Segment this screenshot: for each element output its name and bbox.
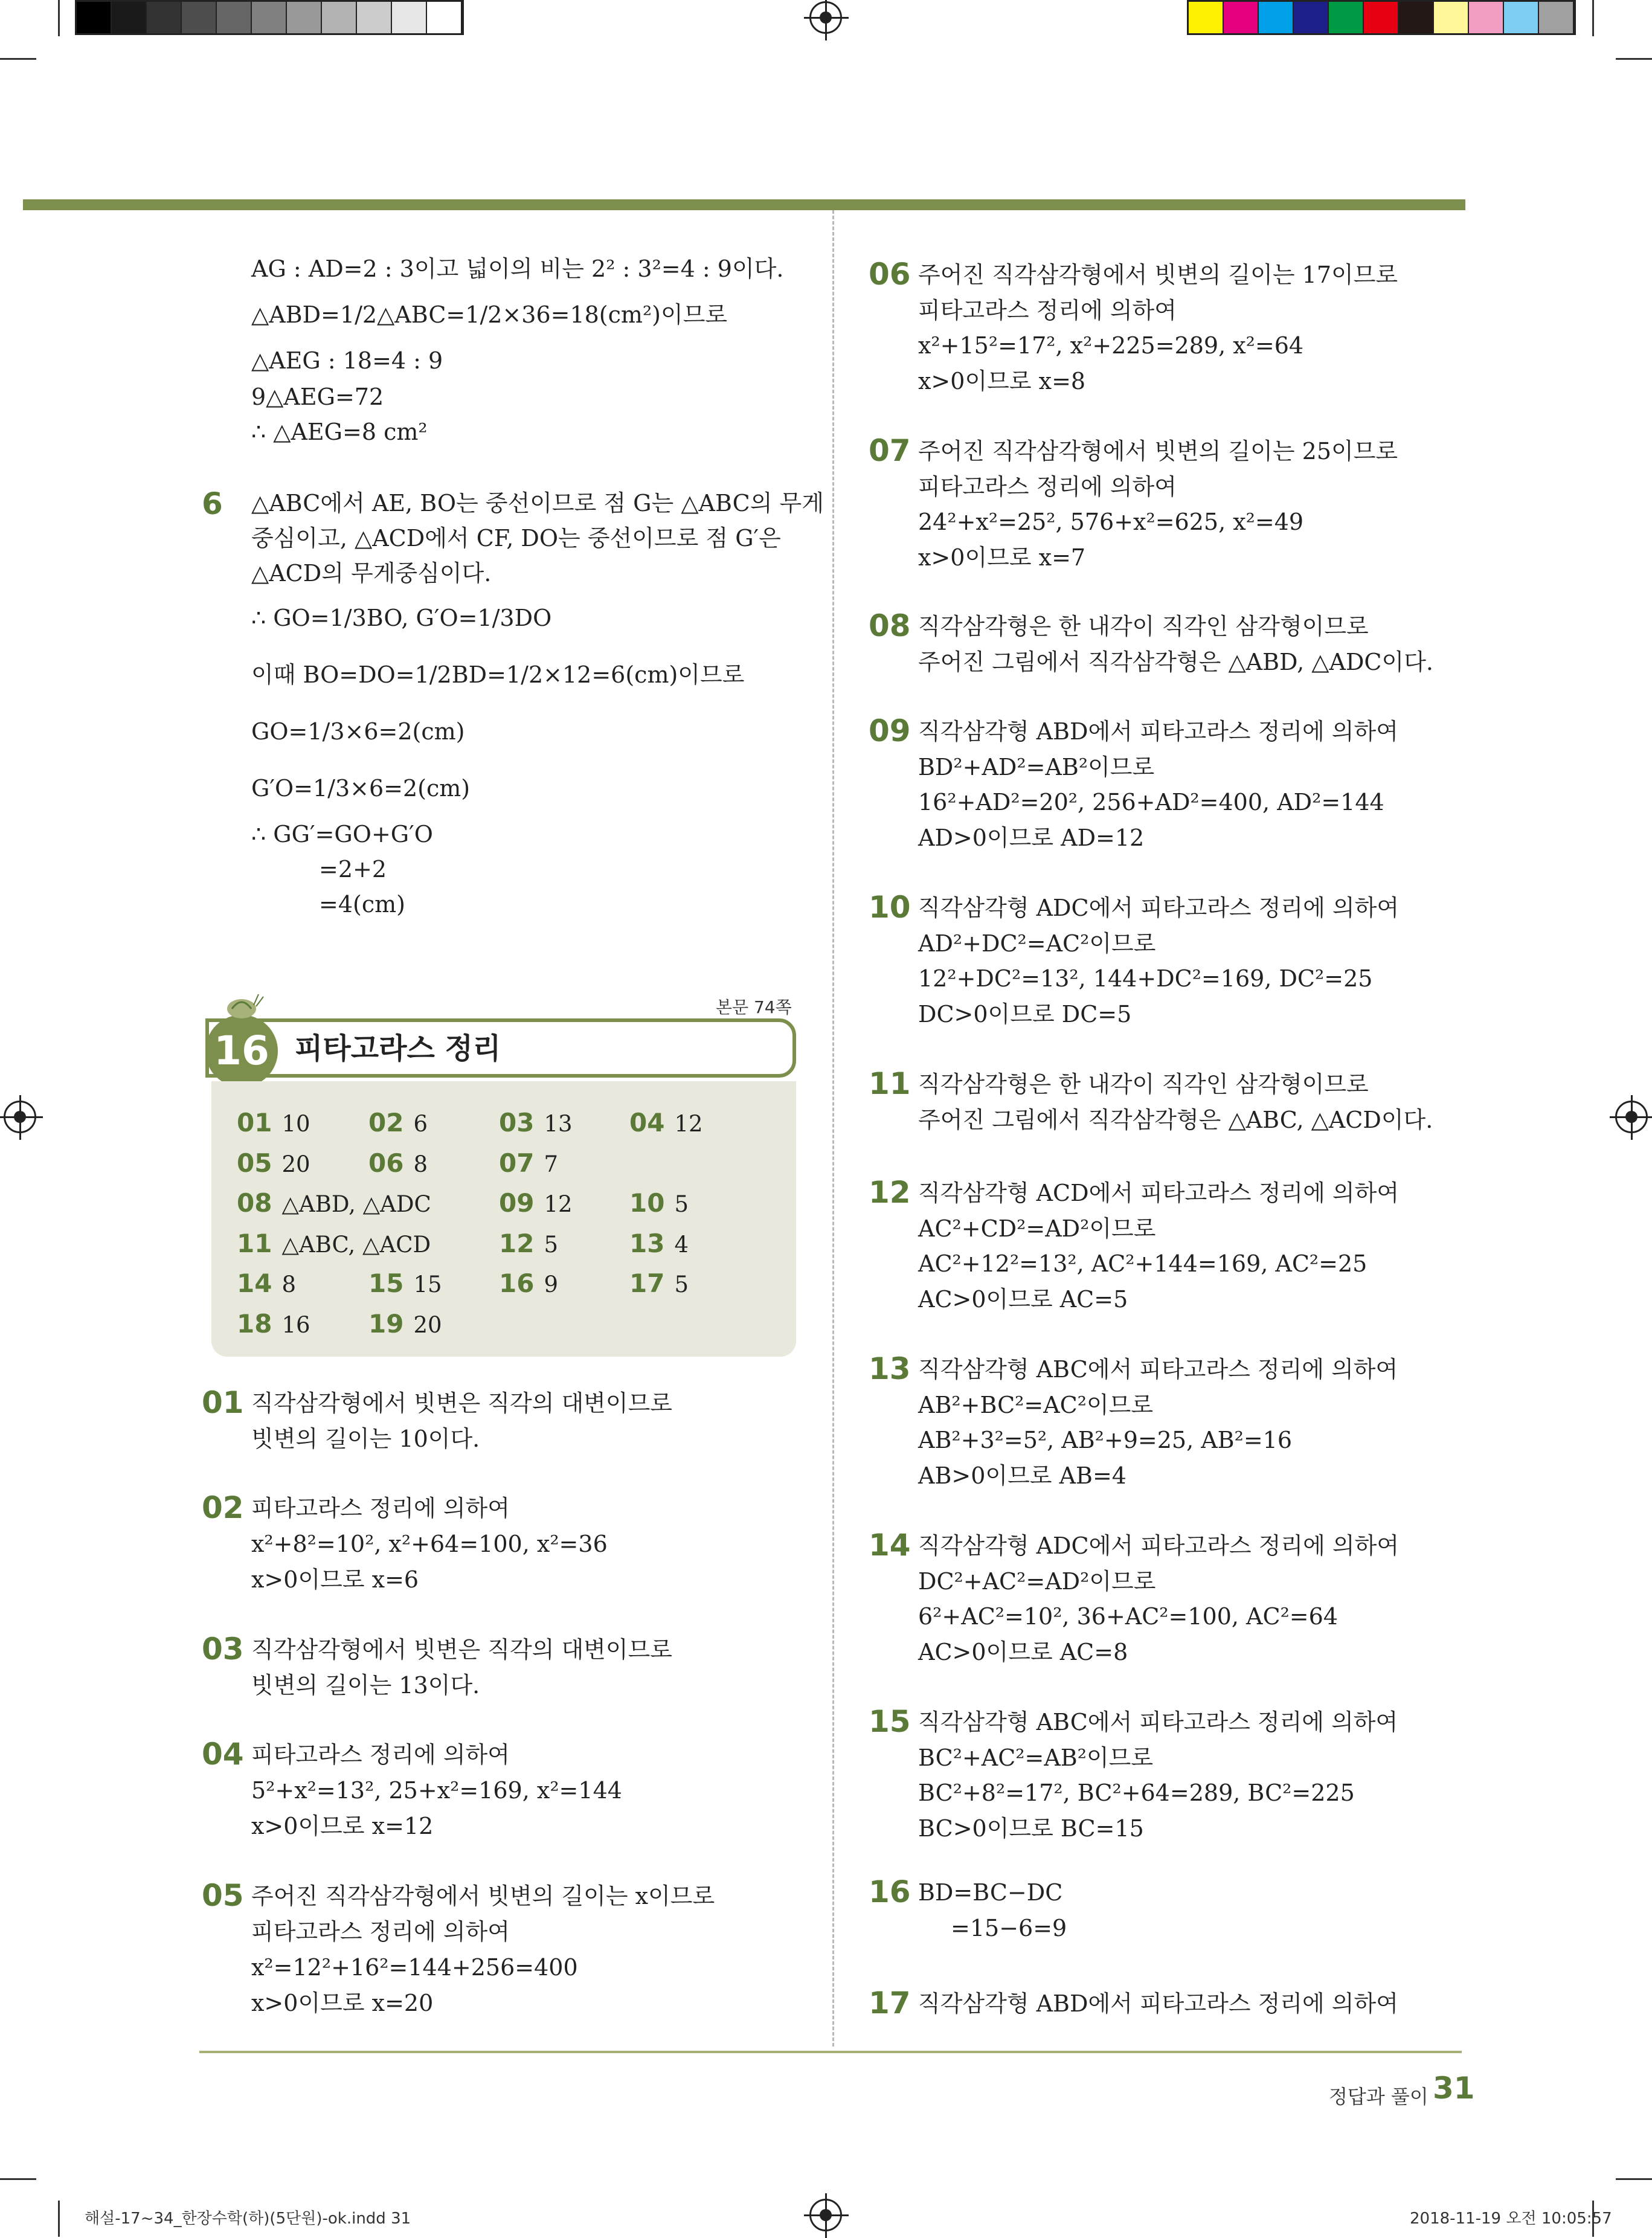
solution-line: AC>0이므로 AC=8 xyxy=(918,1638,1128,1665)
solution-line: =15−6=9 xyxy=(951,1914,1067,1941)
color-swatch xyxy=(1329,2,1364,33)
solution-line: 직각삼각형 ADC에서 피타고라스 정리에 의하여 xyxy=(918,1532,1400,1559)
solution-line: 주어진 그림에서 직각삼각형은 △ABC, △ACD이다. xyxy=(918,1106,1433,1133)
registration-mark-right xyxy=(1615,1101,1648,1133)
crop-mark xyxy=(1616,2178,1652,2180)
answer-value: 16 xyxy=(281,1311,310,1338)
solution-line: AD²+DC²=AC²이므로 xyxy=(918,930,1156,957)
answer-item xyxy=(499,1108,573,1139)
text-line: =2+2 xyxy=(319,856,387,883)
color-swatch xyxy=(1189,2,1224,33)
color-swatch xyxy=(77,2,112,33)
solution-line: BC>0이므로 BC=15 xyxy=(918,1815,1144,1842)
answer-number: 17 xyxy=(629,1269,665,1298)
answer-value: 7 xyxy=(544,1151,558,1177)
solution-line: 직각삼각형에서 빗변은 직각의 대변이므로 xyxy=(251,1390,672,1416)
solution-line: AB²+BC²=AC²이므로 xyxy=(918,1391,1154,1418)
solution-line: BD=BC−DC xyxy=(918,1879,1063,1906)
color-swatch xyxy=(252,2,287,33)
solution-line: 직각삼각형 ABC에서 피타고라스 정리에 의하여 xyxy=(918,1356,1398,1383)
text-line: =4(cm) xyxy=(319,891,405,918)
section-title: 피타고라스 정리 xyxy=(295,1032,501,1066)
color-swatch xyxy=(357,2,392,33)
answer-item xyxy=(629,1188,689,1220)
solution-line: 12²+DC²=13², 144+DC²=169, DC²=25 xyxy=(918,965,1373,992)
color-swatch xyxy=(1294,2,1329,33)
answer-value: 10 xyxy=(281,1111,310,1137)
text-line: △ABC에서 AE, BO는 중선이므로 점 G는 △ABC의 무게 xyxy=(251,490,824,516)
solution-line: 주어진 직각삼각형에서 빗변의 길이는 17이므로 xyxy=(918,262,1398,288)
text-line: ∴ △AEG=8 cm² xyxy=(251,419,428,445)
crop-mark xyxy=(0,58,36,60)
crop-mark xyxy=(0,2178,36,2180)
answer-number: 03 xyxy=(499,1108,535,1137)
answer-value: 5 xyxy=(544,1231,558,1258)
color-swatch xyxy=(1504,2,1539,33)
header-rule xyxy=(23,199,1465,210)
color-swatch xyxy=(1469,2,1504,33)
answer-item xyxy=(629,1108,703,1139)
answer-item xyxy=(237,1188,431,1220)
color-swatch xyxy=(147,2,182,33)
answer-number: 12 xyxy=(499,1228,535,1258)
grayscale-color-bar xyxy=(75,0,464,35)
text-line: △ACD의 무게중심이다. xyxy=(251,560,492,587)
text-line: ∴ GO=1/3BO, G′O=1/3DO xyxy=(251,605,552,631)
solution-line: BC²+AC²=AB²이므로 xyxy=(918,1744,1154,1771)
solution-line: 16²+AD²=20², 256+AD²=400, AD²=144 xyxy=(918,789,1384,815)
answer-number: 08 xyxy=(237,1188,272,1218)
solution-line: AC²+12²=13², AC²+144=169, AC²=25 xyxy=(918,1250,1368,1277)
solution-line: x>0이므로 x=8 xyxy=(918,367,1086,394)
text-line: △ABD=1/2△ABC=1/2×36=18(cm²)이므로 xyxy=(251,301,728,328)
answer-number: 04 xyxy=(629,1108,665,1137)
page-number: 31 xyxy=(1433,2071,1475,2106)
solution-line: 주어진 직각삼각형에서 빗변의 길이는 x이므로 xyxy=(251,1883,715,1909)
solution-line: 5²+x²=13², 25+x²=169, x²=144 xyxy=(251,1777,622,1804)
file-slug: 해설-17~34_한장수학(하)(5단원)-ok.indd 31 xyxy=(85,2210,411,2228)
problem-number: 13 xyxy=(869,1351,911,1386)
answer-value: 8 xyxy=(281,1272,296,1297)
crop-mark xyxy=(58,0,60,36)
answer-value: 20 xyxy=(413,1311,442,1338)
answer-value: 20 xyxy=(281,1151,310,1177)
registration-mark-top xyxy=(809,1,842,34)
page-reference: 본문 74쪽 xyxy=(716,997,792,1017)
solution-line: 6²+AC²=10², 36+AC²=100, AC²=64 xyxy=(918,1603,1339,1630)
answer-number: 09 xyxy=(499,1188,535,1218)
problem-number: 6 xyxy=(202,486,223,521)
problem-number: 08 xyxy=(869,608,911,643)
answer-item xyxy=(368,1148,428,1180)
answer-value: 6 xyxy=(413,1111,428,1137)
registration-mark-left xyxy=(4,1101,36,1133)
solution-line: 피타고라스 정리에 의하여 xyxy=(918,297,1177,324)
text-line: G′O=1/3×6=2(cm) xyxy=(251,775,471,802)
footer-label: 정답과 풀이 xyxy=(1329,2085,1429,2108)
solution-line: BD²+AD²=AB²이므로 xyxy=(918,753,1155,780)
answer-number: 06 xyxy=(368,1148,404,1178)
answer-item xyxy=(237,1229,431,1260)
text-line: 9△AEG=72 xyxy=(251,384,384,410)
problem-number: 15 xyxy=(869,1704,911,1739)
solution-line: 직각삼각형 ABC에서 피타고라스 정리에 의하여 xyxy=(918,1709,1398,1735)
crop-mark xyxy=(1616,58,1652,60)
solution-line: 피타고라스 정리에 의하여 xyxy=(251,1918,510,1945)
answer-item xyxy=(237,1108,310,1139)
solution-line: BC²+8²=17², BC²+64=289, BC²=225 xyxy=(918,1780,1355,1806)
process-color-bar xyxy=(1187,0,1576,35)
solution-line: 빗변의 길이는 10이다. xyxy=(251,1426,480,1452)
answer-item xyxy=(237,1148,310,1180)
solution-line: AB²+3²=5², AB²+9=25, AB²=16 xyxy=(918,1427,1293,1453)
color-swatch xyxy=(1259,2,1294,33)
answer-value: 12 xyxy=(544,1191,573,1217)
snail-icon xyxy=(219,985,267,1021)
problem-number: 12 xyxy=(869,1175,911,1210)
solution-line: 피타고라스 정리에 의하여 xyxy=(251,1495,510,1522)
crop-mark xyxy=(1592,0,1594,36)
color-swatch xyxy=(427,2,462,33)
solution-line: x>0이므로 x=6 xyxy=(251,1566,419,1593)
answer-number: 02 xyxy=(368,1108,404,1137)
color-swatch xyxy=(217,2,252,33)
solution-line: 직각삼각형은 한 내각이 직각인 삼각형이므로 xyxy=(918,613,1369,640)
answer-item xyxy=(629,1269,689,1300)
answer-value: 15 xyxy=(413,1272,442,1297)
answer-item xyxy=(499,1269,558,1300)
answer-value: 5 xyxy=(674,1191,689,1217)
solution-line: 주어진 그림에서 직각삼각형은 △ABD, △ADC이다. xyxy=(918,648,1434,675)
answer-number: 07 xyxy=(499,1148,535,1178)
color-swatch xyxy=(1364,2,1399,33)
problem-number: 04 xyxy=(202,1737,244,1772)
solution-line: 주어진 직각삼각형에서 빗변의 길이는 25이므로 xyxy=(918,438,1398,465)
color-swatch xyxy=(392,2,427,33)
answer-number: 11 xyxy=(237,1228,272,1258)
answer-item xyxy=(499,1229,558,1260)
answer-item xyxy=(237,1309,310,1340)
answer-value: △ABC, △ACD xyxy=(281,1231,431,1258)
answer-value: 5 xyxy=(674,1272,689,1297)
problem-number: 14 xyxy=(869,1528,911,1563)
problem-number: 01 xyxy=(202,1385,244,1420)
solution-line: 직각삼각형 ABD에서 피타고라스 정리에 의하여 xyxy=(918,718,1398,745)
solution-line: DC>0이므로 DC=5 xyxy=(918,1000,1132,1027)
solution-line: 직각삼각형 ADC에서 피타고라스 정리에 의하여 xyxy=(918,895,1400,921)
color-swatch xyxy=(182,2,217,33)
answer-value: 12 xyxy=(674,1111,703,1137)
problem-number: 17 xyxy=(869,1986,911,2021)
footer-rule xyxy=(199,2051,1462,2053)
solution-line: 직각삼각형 ABD에서 피타고라스 정리에 의하여 xyxy=(918,1990,1398,2017)
text-line: 중심이고, △ACD에서 CF, DO는 중선이므로 점 G′은 xyxy=(251,525,781,551)
solution-line: 직각삼각형에서 빗변은 직각의 대변이므로 xyxy=(251,1636,672,1663)
problem-number: 06 xyxy=(869,257,911,292)
problem-number: 11 xyxy=(869,1066,911,1101)
answer-item xyxy=(368,1309,442,1340)
answer-number: 16 xyxy=(499,1269,535,1298)
problem-number: 10 xyxy=(869,890,911,925)
answer-value: 4 xyxy=(674,1231,689,1258)
solution-line: 24²+x²=25², 576+x²=625, x²=49 xyxy=(918,509,1304,535)
solution-line: AC²+CD²=AD²이므로 xyxy=(918,1215,1156,1242)
problem-number: 07 xyxy=(869,433,911,468)
solution-line: x>0이므로 x=12 xyxy=(251,1813,434,1839)
problem-number: 02 xyxy=(202,1490,244,1525)
answer-number: 15 xyxy=(368,1269,404,1298)
text-line: AG : AD=2 : 3이고 넓이의 비는 2² : 3²=4 : 9이다. xyxy=(251,256,784,282)
color-swatch xyxy=(1434,2,1469,33)
answer-number: 10 xyxy=(629,1188,665,1218)
answer-number: 01 xyxy=(237,1108,272,1137)
solution-line: 피타고라스 정리에 의하여 xyxy=(918,473,1177,500)
solution-line: 피타고라스 정리에 의하여 xyxy=(251,1741,510,1768)
crop-mark xyxy=(58,2201,60,2237)
solution-line: x²=12²+16²=144+256=400 xyxy=(251,1954,578,1981)
color-swatch xyxy=(1399,2,1434,33)
text-line: ∴ GG′=GO+G′O xyxy=(251,821,433,847)
solution-line: x²+15²=17², x²+225=289, x²=64 xyxy=(918,332,1304,359)
answer-number: 19 xyxy=(368,1308,404,1339)
solution-line: 직각삼각형 ACD에서 피타고라스 정리에 의하여 xyxy=(918,1180,1400,1206)
solution-line: x>0이므로 x=7 xyxy=(918,544,1086,571)
problem-number: 09 xyxy=(869,713,911,748)
solution-line: AB>0이므로 AB=4 xyxy=(918,1462,1127,1489)
answer-item xyxy=(499,1188,573,1220)
solution-line: DC²+AC²=AD²이므로 xyxy=(918,1568,1156,1595)
answer-value: 8 xyxy=(413,1151,428,1177)
color-swatch xyxy=(1539,2,1574,33)
answer-item xyxy=(499,1148,558,1180)
solution-line: AD>0이므로 AD=12 xyxy=(918,824,1145,851)
answer-number: 05 xyxy=(237,1148,272,1178)
answer-item xyxy=(237,1269,296,1300)
color-swatch xyxy=(322,2,357,33)
answer-number: 18 xyxy=(237,1308,272,1339)
text-line: GO=1/3×6=2(cm) xyxy=(251,718,465,745)
solution-line: x>0이므로 x=20 xyxy=(251,1990,434,2016)
column-divider xyxy=(832,210,834,2047)
problem-number: 05 xyxy=(202,1878,244,1913)
problem-number: 16 xyxy=(869,1874,911,1909)
section-number: 16 xyxy=(205,1015,278,1087)
solution-line: AC>0이므로 AC=5 xyxy=(918,1285,1128,1313)
answer-item xyxy=(368,1269,442,1300)
solution-line: 직각삼각형은 한 내각이 직각인 삼각형이므로 xyxy=(918,1071,1369,1098)
answer-item xyxy=(629,1229,689,1260)
registration-mark-bottom xyxy=(809,2199,842,2231)
color-swatch xyxy=(112,2,147,33)
answer-number: 13 xyxy=(629,1228,665,1258)
text-line: 이때 BO=DO=1/2BD=1/2×12=6(cm)이므로 xyxy=(251,661,745,688)
text-line: △AEG : 18=4 : 9 xyxy=(251,347,443,374)
solution-line: 빗변의 길이는 13이다. xyxy=(251,1672,480,1699)
color-swatch xyxy=(287,2,322,33)
timestamp-slug: 2018-11-19 오전 10:05:57 xyxy=(1410,2210,1612,2228)
answer-item xyxy=(368,1108,428,1139)
color-swatch xyxy=(1224,2,1259,33)
solution-line: x²+8²=10², x²+64=100, x²=36 xyxy=(251,1531,608,1557)
answer-value: 9 xyxy=(544,1272,558,1297)
answer-value: △ABD, △ADC xyxy=(281,1191,431,1217)
answer-value: 13 xyxy=(544,1111,573,1137)
problem-number: 03 xyxy=(202,1632,244,1667)
answer-number: 14 xyxy=(237,1269,272,1298)
